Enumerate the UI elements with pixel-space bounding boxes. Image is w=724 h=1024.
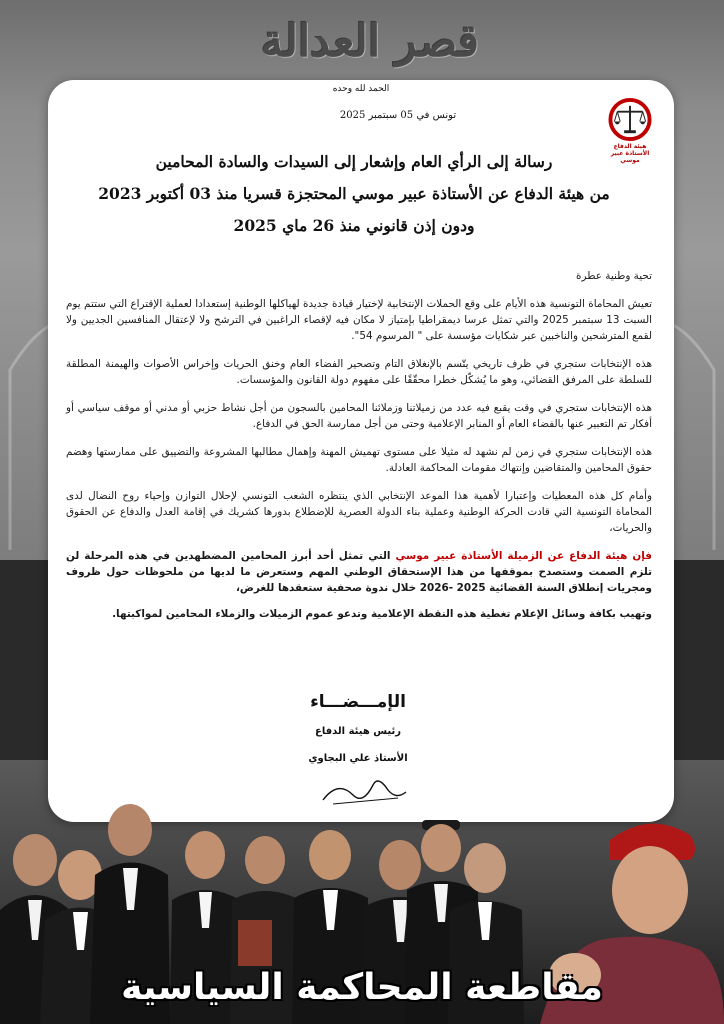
signature-name: الأستاذ علي البجاوي xyxy=(308,753,408,764)
letter-body xyxy=(66,268,652,632)
signature-block xyxy=(258,692,458,764)
highlight-paragraph xyxy=(66,548,652,596)
paragraph-2: هذه الإنتخابات ستجري في ظرف تاريخي يتّسم بالإنغلاق التام وتصحير الفضاء العام وخنق الحريات وإخراس الأصوات والهيمنة المطلقة للسلطة على المرفق القضائي، وهو ما يُشكّل خطرا محقّقًا على مفهوم دولة القانون والمؤسسات. xyxy=(66,358,652,386)
highlight-rest-text: التي تمثل أحد أبرز المحامين المضطهدين في هذه المرحلة لن تلزم الصمت وستصدح بموقفها من هذا الإستحقاق الوطني المهم وستعرض ما لديها من ملحوظات حول ظروف ومجريات إنطلاق السنة القضائية 2025 -2026 خلال ندوة صحفية ستعقدها للغرض، xyxy=(66,550,652,594)
banner-text: مقاطعة المحاكمة السياسية xyxy=(121,966,603,1008)
letter-date: تونس في 05 سبتمبر 2025 xyxy=(339,110,457,121)
paragraph-4: هذه الإنتخابات ستجري في زمن لم نشهد له مثيلا على مستوى تهميش المهنة وإهمال مطالبها المشروعة والتضييق على ممارستها وهضم حقوق المحامين والمتقاضين وإنتهاك مقومات المحاكمة العادلة. xyxy=(66,446,652,474)
paragraph-3: هذه الإنتخابات ستجري في وقت يقبع فيه عدد من زميلاتنا وزملائنا المحامين بالسجون من أجل نشاط حزبي أو مدني أو موقف سياسي أو أفكار تم التعبير عنها بالفضاء العام أو المنابر الإعلامية وحتى من أجل ممارسة الحق في الدفاع. xyxy=(66,402,652,430)
building-engraving: قصر العدالة xyxy=(261,16,479,67)
logo-text-line1: هيئة الدفاع xyxy=(613,143,647,150)
paragraph-1: تعيش المحاماة التونسية هذه الأيام على وقع الحملات الإنتخابية لإختيار قيادة جديدة لهياكلها الوطنية إستعدادا لعملية الإقتراع التي ستتم يوم السبت 13 سبتمبر 2025 والتي تمثل عرسا ديمقراطيا بإمتياز لا مكان فيه لإقصاء الراغبين في الترشح ولا لإعتقال المنافسين الجديين ولا لقمع المترشحين والناخبين عبر شكايات مؤسسة على " المرسوم 54". xyxy=(66,298,653,342)
highlight-red-text: فإن هيئة الدفاع عن الزميلة الأستاذة عبير موسي xyxy=(395,550,652,562)
letter-document xyxy=(48,80,674,822)
paragraph-5: وأمام كل هذه المعطيات وإعتبارا لأهمية هذا الموعد الإنتخابي الذي ينتظره الشعب التونسي لإحلال التوازن وإحياء روح النضال لدى المحاماة التونسية التي قادت الحركة الوطنية وعملية بناء الدولة العصرية للإضطلاع بدورها كشريك في إقامة العدل والدفاع عن الحقوق والحريات، xyxy=(66,490,652,534)
bottom-banner xyxy=(0,950,724,1024)
logo-text-line2: الأستاذة عبير موسي xyxy=(610,150,650,164)
letter-title xyxy=(76,146,632,242)
letter-header: الحمد لله وحده xyxy=(332,84,390,94)
title-line-1: رسالة إلى الرأي العام وإشعار إلى السيدات والسادة المحامين xyxy=(155,152,553,171)
title-line-2: من هيئة الدفاع عن الأستاذة عبير موسي المحتجزة قسريا منذ 03 أكتوبر 2023 xyxy=(98,184,610,203)
title-line-3: ودون إذن قانوني منذ 26 ماي 2025 xyxy=(233,216,475,235)
signature-role: رئيس هيئة الدفاع xyxy=(315,726,401,737)
closing-paragraph: وتهيب بكافة وسائل الإعلام تغطية هذه النقطة الإعلامية وتدعو عموم الزميلات والزملاء المحامين لمواكبتها. xyxy=(112,608,652,620)
signature-title: الإمـــضـــاء xyxy=(310,692,406,712)
greeting: تحية وطنية عطرة xyxy=(576,270,652,282)
scales-of-justice-icon xyxy=(605,98,655,141)
